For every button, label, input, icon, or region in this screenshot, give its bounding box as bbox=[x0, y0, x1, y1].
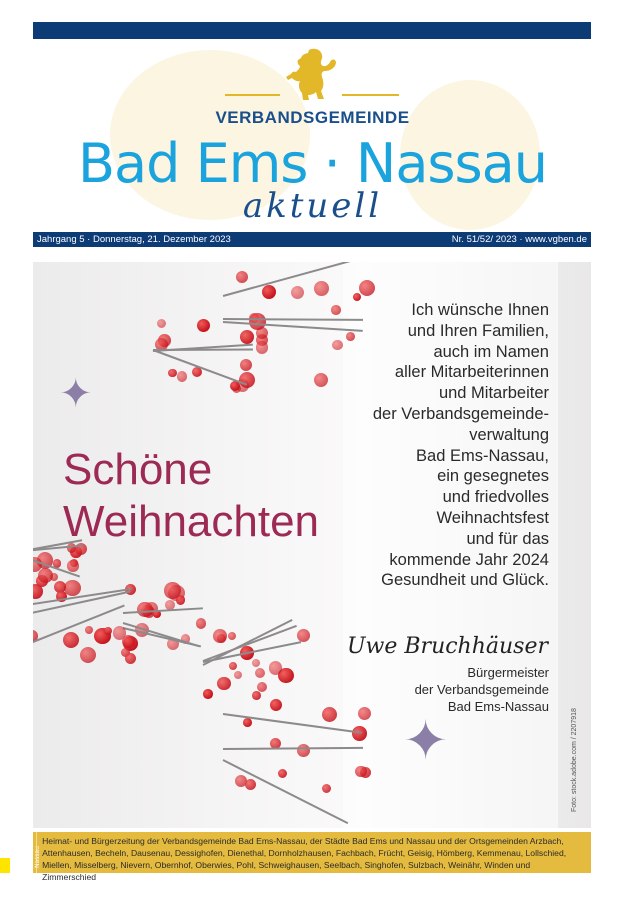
berry bbox=[164, 582, 181, 599]
greeting bbox=[63, 444, 319, 548]
message-line: und für das bbox=[466, 529, 549, 548]
berry bbox=[168, 369, 176, 377]
message-line: der Verbandsgemeinde- bbox=[372, 404, 549, 423]
berry bbox=[322, 707, 337, 722]
mayor-title bbox=[415, 664, 549, 715]
twig bbox=[153, 349, 247, 386]
berry bbox=[297, 744, 310, 757]
corner-marker bbox=[0, 858, 10, 873]
message-line: Ich wünsche Ihnen bbox=[411, 301, 549, 319]
berry bbox=[322, 784, 331, 793]
berry bbox=[255, 668, 265, 678]
masthead-title: Bad Ems · Nassau bbox=[78, 132, 547, 195]
star-icon: ✦ bbox=[403, 709, 449, 772]
signature: Uwe Bruchhäuser bbox=[347, 634, 549, 659]
footer-text: Heimat- und Bürgerzeitung der Verbandsgemeinde Bad Ems-Nassau, der Städte Bad Ems und Nassau und der Ortsgemeinden Arzbach, Attenhausen, Becheln, Dausenau, Dessighofen, Dienethal, Dornholzhausen, Fachbach, Frücht, Geisig, Hömberg, Kemmenau, Lollschied, Miellen, Misselberg, Nievern, Obernhof, Oberwies, Pohl, Schweighausen, Seelbach, Singhofen, Sulzbach, Weinähr, Winden und Zimmerschied bbox=[42, 836, 567, 882]
berry bbox=[196, 618, 207, 629]
berry bbox=[64, 580, 80, 596]
berry bbox=[331, 305, 340, 314]
berry bbox=[228, 632, 236, 640]
cover-photo bbox=[33, 262, 591, 828]
mayor-line: der Verbandsgemeinde bbox=[414, 682, 549, 697]
logo-rule-left bbox=[225, 94, 280, 96]
message-line: Bad Ems-Nassau, bbox=[416, 446, 549, 465]
berry bbox=[249, 313, 266, 330]
berry bbox=[243, 718, 252, 727]
berry bbox=[80, 647, 97, 664]
berry bbox=[270, 699, 282, 711]
message-line: ein gesegnetes bbox=[437, 467, 549, 486]
berry bbox=[346, 332, 355, 341]
top-bar bbox=[33, 22, 591, 39]
footer-side-label: Nassau bbox=[34, 846, 41, 868]
footer-band bbox=[33, 832, 591, 882]
message-line: und Mitarbeiter bbox=[438, 384, 549, 403]
berry bbox=[256, 341, 268, 353]
photo-credit: Foto: stock.adobe.com / 2207918 bbox=[571, 708, 578, 812]
berry bbox=[122, 635, 135, 648]
star-icon: ✦ bbox=[59, 371, 93, 417]
berry bbox=[236, 271, 248, 283]
twig bbox=[123, 607, 203, 614]
message-line: verwaltung bbox=[469, 425, 549, 444]
message bbox=[373, 300, 549, 591]
message-line: Weihnachtsfest bbox=[436, 508, 549, 527]
berry bbox=[269, 661, 282, 674]
berry bbox=[332, 340, 343, 351]
berry bbox=[234, 671, 242, 679]
berry bbox=[125, 653, 136, 664]
berry bbox=[240, 330, 254, 344]
berry bbox=[252, 691, 261, 700]
berry bbox=[197, 319, 210, 332]
issue-number: Nr. 51/52/ 2023 · www.vgben.de bbox=[451, 234, 587, 245]
greeting-line: Weihnachten bbox=[63, 497, 320, 546]
mayor-line: Bürgermeister bbox=[467, 665, 549, 680]
twig bbox=[153, 348, 253, 350]
logo-rule-right bbox=[342, 94, 399, 96]
berry bbox=[203, 689, 213, 699]
berry bbox=[229, 662, 238, 671]
berry bbox=[257, 682, 267, 692]
twig bbox=[223, 318, 363, 321]
berry bbox=[297, 629, 310, 642]
berry bbox=[85, 626, 93, 634]
berry bbox=[252, 659, 260, 667]
berry bbox=[239, 372, 255, 388]
berry bbox=[240, 359, 252, 371]
berry bbox=[262, 285, 276, 299]
twig bbox=[223, 747, 363, 750]
berry bbox=[314, 373, 328, 387]
berry bbox=[359, 280, 375, 296]
issue-date: Jahrgang 5 · Donnerstag, 21. Dezember 2023 bbox=[37, 234, 231, 245]
berry bbox=[177, 371, 187, 381]
berry bbox=[104, 627, 112, 635]
message-line: kommende Jahr 2024 bbox=[389, 550, 549, 569]
berry bbox=[314, 281, 329, 296]
mayor-line: Bad Ems-Nassau bbox=[447, 699, 549, 714]
lion-logo-icon bbox=[279, 46, 341, 104]
message-line: und friedvolles bbox=[442, 488, 549, 507]
message-line: Gesundheit und Glück. bbox=[381, 571, 549, 590]
berry bbox=[67, 560, 78, 571]
message-line: aller Mitarbeiterinnen bbox=[394, 363, 549, 382]
twig bbox=[33, 588, 132, 608]
berry bbox=[63, 632, 79, 648]
berry bbox=[157, 319, 167, 329]
berry bbox=[291, 286, 304, 299]
kicker: VERBANDSGEMEINDE bbox=[215, 108, 410, 127]
message-line: und Ihren Familien, bbox=[407, 321, 549, 340]
berry bbox=[213, 629, 227, 643]
issue-bar bbox=[33, 232, 591, 247]
berry bbox=[217, 677, 230, 690]
masthead-subtitle: aktuell bbox=[242, 186, 383, 226]
footer-side bbox=[33, 832, 41, 873]
berry bbox=[245, 779, 256, 790]
greeting-line: Schöne bbox=[63, 445, 213, 494]
message-line: auch im Namen bbox=[433, 342, 549, 361]
berry bbox=[38, 568, 53, 583]
berry bbox=[278, 769, 287, 778]
